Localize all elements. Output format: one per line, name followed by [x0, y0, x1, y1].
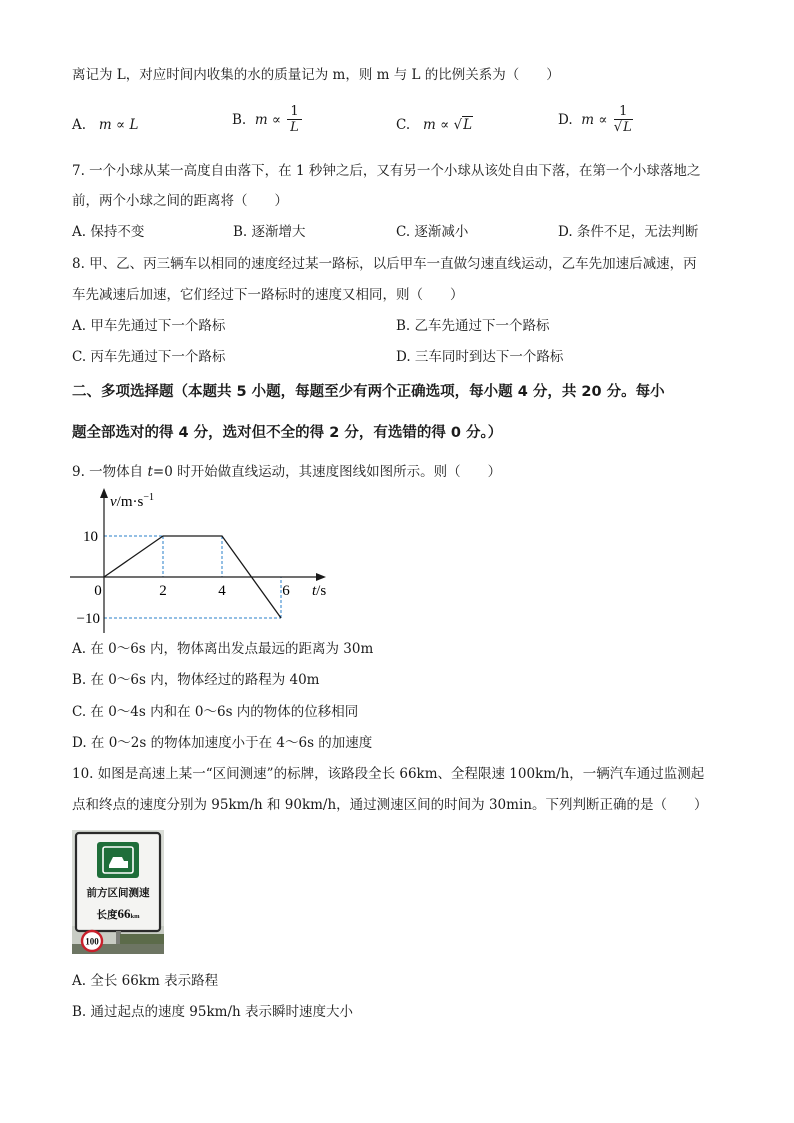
speed-camera-sign-photo	[72, 830, 164, 954]
fraction	[287, 104, 301, 136]
y-axis-arrow	[100, 488, 108, 498]
sqrt-symbol: √	[453, 117, 463, 133]
x-axis-label: t/s	[312, 583, 327, 599]
x-tick-4: 4	[218, 583, 226, 599]
option-label: B.	[232, 112, 247, 128]
option-label: C.	[396, 117, 411, 133]
section-heading-line2: 题全部选对的得 4 分，选对但不全的得 2 分，有选错的得 0 分。）	[72, 425, 503, 441]
q9-stem-pre: 9. 一物体自	[72, 464, 148, 480]
y-tick-top: 10	[83, 529, 98, 545]
q6-option-a[interactable]	[72, 116, 138, 134]
sqrt-radicand: L	[623, 120, 632, 135]
fraction-denominator	[614, 120, 633, 136]
q8-option-c[interactable]: C. 丙车先通过下一个路标	[72, 349, 226, 365]
y-tick-bottom: −10	[76, 611, 100, 627]
q6-option-d[interactable]	[558, 104, 633, 136]
option-var: L	[129, 117, 139, 133]
q10-line1: 10. 如图是高速上某一“区间测速”的标牌，该路段全长 66km、全程限速 100km/h，一辆汽车通过监测起	[72, 766, 705, 782]
q10-option-a[interactable]: A. 全长 66km 表示路程	[72, 973, 219, 989]
option-label: D.	[558, 112, 573, 128]
fraction	[614, 104, 633, 136]
q9-option-b[interactable]: B. 在 0～6s 内，物体经过的路程为 40m	[72, 672, 320, 688]
q8-line1: 8. 甲、乙、丙三辆车以相同的速度经过某一路标，以后甲车一直做匀速直线运动，乙车先加速后减速，丙	[72, 256, 697, 272]
q10-line2: 点和终点的速度分别为 95km/h 和 90km/h，通过测速区间的时间为 30min。下列判断正确的是（ ）	[72, 797, 708, 813]
q6-option-c[interactable]	[396, 116, 473, 134]
fraction-numerator: 1	[614, 104, 633, 120]
x-tick-6: 6	[282, 583, 290, 599]
velocity-time-chart	[70, 486, 340, 636]
option-expr: m ∝	[254, 112, 286, 128]
option-label: A.	[72, 117, 87, 133]
option-expr: m ∝	[98, 117, 130, 133]
q10-option-b[interactable]: B. 通过起点的速度 95km/h 表示瞬时速度大小	[72, 1004, 353, 1020]
q7-option-b[interactable]: B. 逐渐增大	[233, 224, 306, 240]
fraction-denominator: L	[290, 120, 299, 135]
x-tick-0: 0	[94, 583, 102, 599]
q9-option-a[interactable]: A. 在 0～6s 内，物体离出发点最远的距离为 30m	[72, 641, 374, 657]
q6-stem: 离记为 L，对应时间内收集的水的质量记为 m，则 m 与 L 的比例关系为（ ）	[72, 67, 560, 83]
y-axis-label: $v/m\cdot s^{-1}$	[110, 492, 154, 510]
q7-option-a[interactable]: A. 保持不变	[72, 224, 145, 240]
option-expr: m ∝	[423, 117, 454, 133]
q8-line2: 车先减速后加速，它们经过下一路标时的速度又相同，则（ ）	[72, 287, 464, 303]
q9-stem	[72, 463, 501, 481]
chart-tick-labels	[77, 529, 291, 627]
q9-stem-post: =0 时开始做直线运动，其速度图线如图所示。则（ ）	[152, 464, 502, 480]
x-tick-2: 2	[159, 583, 167, 599]
q9-option-c[interactable]: C. 在 0～4s 内和在 0～6s 内的物体的位移相同	[72, 704, 359, 720]
q8-option-a[interactable]: A. 甲车先通过下一个路标	[72, 318, 226, 334]
option-expr: m ∝	[581, 112, 612, 128]
sign-line1: 前方区间测速	[86, 888, 150, 899]
sign-line2: 长度66km	[96, 906, 140, 921]
speed-limit-value: 100	[85, 936, 99, 947]
q7-line2: 前，两个小球之间的距离将（ ）	[72, 193, 288, 209]
q7-option-c[interactable]: C. 逐渐减小	[396, 224, 469, 240]
sqrt-radicand: L	[463, 117, 473, 133]
q7-line1: 7. 一个小球从某一高度自由落下，在 1 秒钟之后，又有另一个小球从该处自由下落，在第一个小球落地之	[72, 163, 701, 179]
fraction-numerator: 1	[287, 104, 301, 120]
q6-option-b[interactable]	[232, 104, 302, 136]
q8-option-b[interactable]: B. 乙车先通过下一个路标	[396, 318, 550, 334]
q9-option-d[interactable]: D. 在 0～2s 的物体加速度小于在 4～6s 的加速度	[72, 735, 373, 751]
q9-stem-var: t	[147, 464, 153, 480]
q8-option-d[interactable]: D. 三车同时到达下一个路标	[396, 349, 564, 365]
section-heading-line1: 二、多项选择题（本题共 5 小题，每题至少有两个正确选项，每小题 4 分，共 20 分。每小	[72, 384, 665, 400]
x-axis-arrow	[316, 573, 326, 581]
sqrt-symbol: √	[613, 120, 623, 135]
q7-option-d[interactable]: D. 条件不足，无法判断	[558, 224, 699, 240]
